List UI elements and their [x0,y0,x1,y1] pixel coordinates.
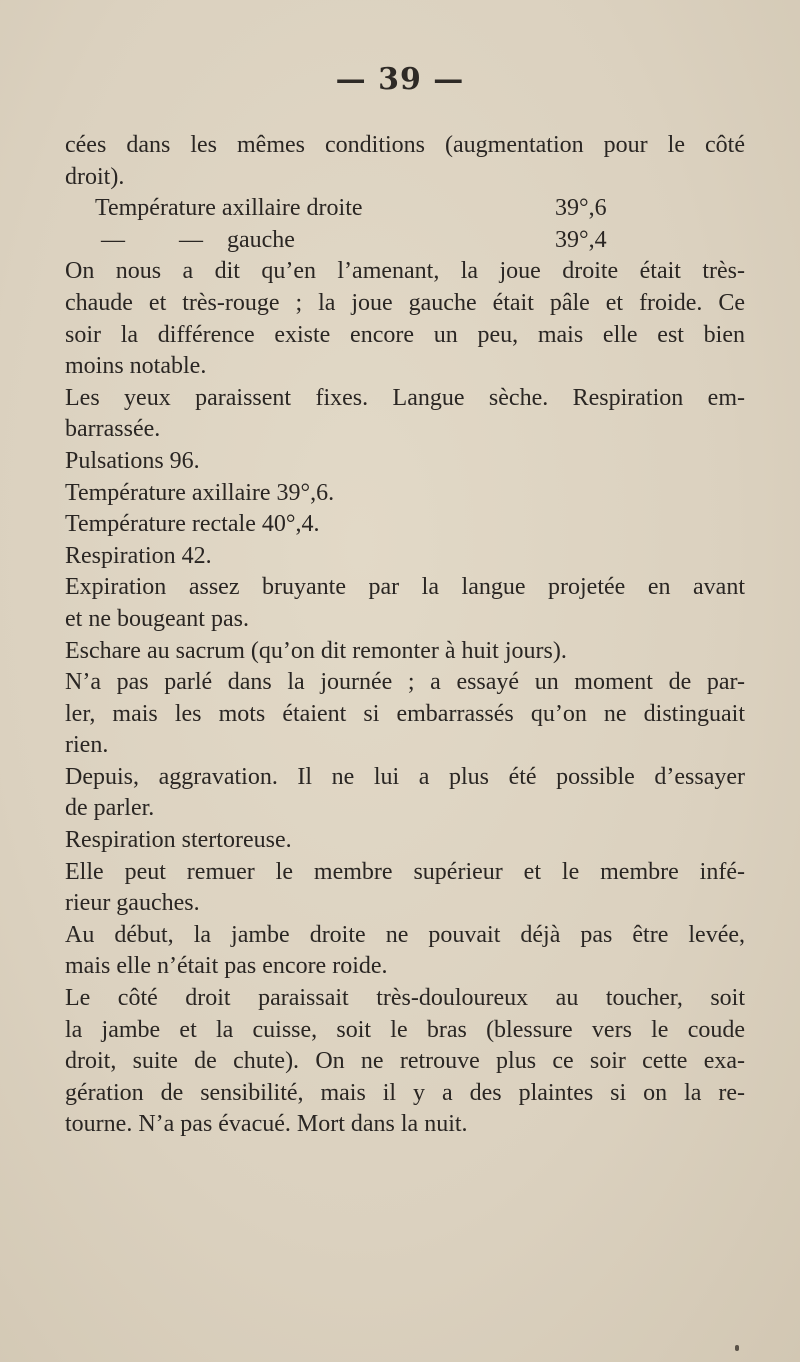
text-line: et ne bougeant pas. [65,605,249,632]
text-line: barrassée. [65,416,161,443]
temperature-side: gauche [227,226,295,253]
temperature-label [65,225,495,257]
text-line: droit, suite de chute). On ne retrouve plus ce soir cette exa- [65,1048,745,1075]
text-line: ler, mais les mots étaient si embarrassés qu’on ne distinguait [65,700,745,727]
text-line: de parler. [65,795,155,822]
text-line: Respiration 42. [65,542,212,569]
ditto-dash: — [179,226,203,253]
text-line: mais elle n’était pas encore roide. [65,953,388,980]
temperature-row-right [65,193,745,225]
text-line: Au début, la jambe droite ne pouvait déjà pas être levée, [65,921,745,948]
text-line: la jambe et la cuisse, soit le bras (blessure vers le coude [65,1016,745,1043]
page-number: — 39 — [335,62,465,97]
text-line: Elle peut remuer le membre supérieur et le membre infé- [65,858,745,885]
text-line: rien. [65,732,109,759]
page-text [65,130,745,1141]
temperature-value: 39°,4 [555,226,607,253]
text-line: Expiration assez bruyante par la langue projetée en avant [65,574,745,601]
text-line: Température axillaire 39°,6. [65,479,335,506]
text-line: cées dans les mêmes conditions (augmentation pour le côté [65,132,745,158]
temperature-value: 39°,6 [555,195,607,222]
text-line: moins notable. [65,353,207,380]
ditto-dash: — [101,226,125,253]
temperature-label: Température axillaire droite [95,195,363,222]
text-line: Pulsations 96. [65,447,200,474]
text-line: gération de sensibilité, mais il y a des plaintes si on la re- [65,1079,745,1106]
text-line: tourne. N’a pas évacué. Mort dans la nuit. [65,1111,468,1138]
text-line: Eschare au sacrum (qu’on dit remonter à huit jours). [65,637,567,664]
temperature-row-left [65,225,745,257]
ink-speck [735,1345,739,1351]
text-line: rieur gauches. [65,890,200,917]
body-paragraphs [65,256,745,1141]
text-line: Le côté droit paraissait très-douloureux au toucher, soit [65,985,745,1012]
text-line: N’a pas parlé dans la journée ; a essayé un moment de par- [65,669,745,696]
text-line: Les yeux paraissent fixes. Langue sèche. Respiration em- [65,384,745,411]
text-line: On nous a dit qu’en l’amenant, la joue droite était très- [65,258,745,285]
text-line: Température rectale 40°,4. [65,511,320,538]
text-line: soir la différence existe encore un peu, mais elle est bien [65,321,745,348]
text-line: Depuis, aggravation. Il ne lui a plus été possible d’essayer [65,763,745,790]
text-line: chaude et très-rouge ; la joue gauche était pâle et froide. Ce [65,289,745,316]
text-line: droit). [65,163,125,190]
text-line: Respiration stertoreuse. [65,827,292,854]
